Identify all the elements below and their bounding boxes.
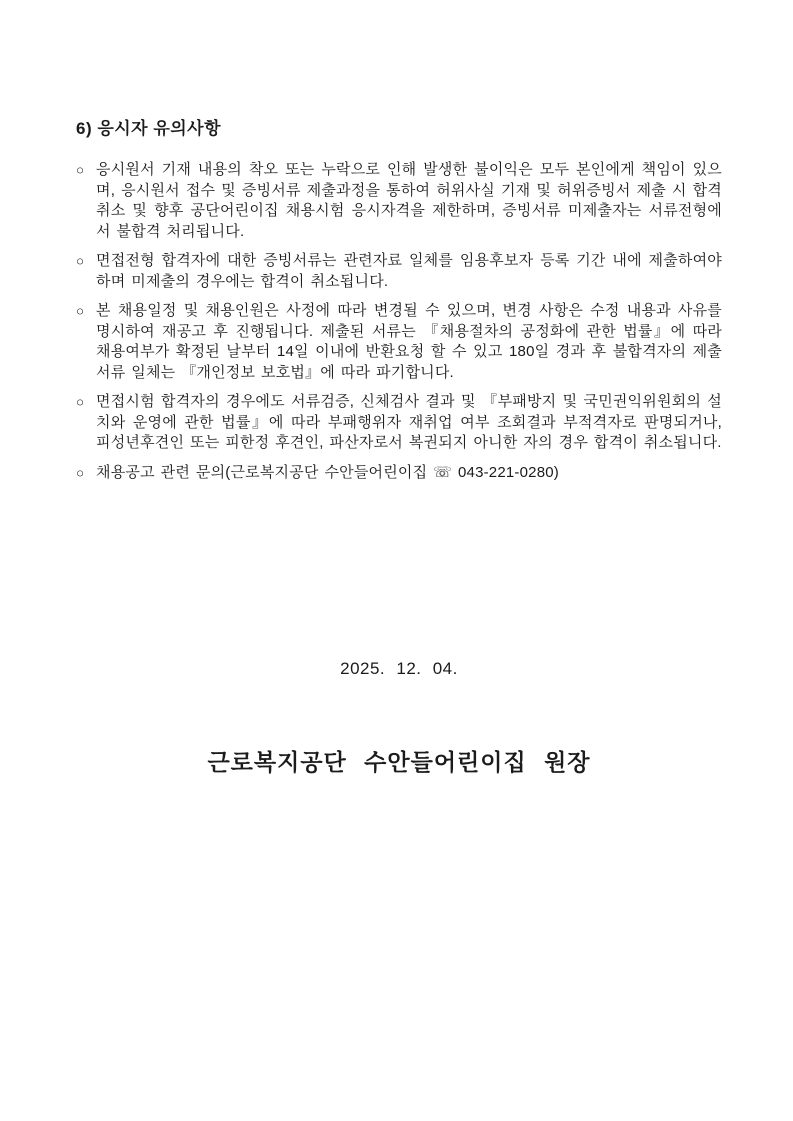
- notice-item-contact: [76, 463, 722, 484]
- notice-text: 응시원서 기재 내용의 착오 또는 누락으로 인해 발생한 불이익은 모두 본인에게 책임이 있으며, 응시원서 접수 및 증빙서류 제출과정을 통하여 허위사실 기재 및 허위증빙서 제출 시 합격취소 및 향후 공단어린이집 채용시험 응시자격을 제한하며, 증빙서류 미제출자는 서류전형에서 불합격 처리됩니다.: [96, 161, 722, 240]
- notice-item: [76, 392, 722, 454]
- notice-text-contact: 채용공고 관련 문의(근로복지공단 수안들어린이집 ☏ 043-221-0280): [96, 463, 559, 481]
- notice-text: 면접전형 합격자에 대한 증빙서류는 관련자료 일체를 임용후보자 등록 기간 내에 제출하여야 하며 미제출의 경우에는 합격이 취소됩니다.: [96, 252, 722, 290]
- notice-text: 본 채용일정 및 채용인원은 사정에 따라 변경될 수 있으며, 변경 사항은 수정 내용과 사유를 명시하여 재공고 후 진행됩니다. 제출된 서류는 『채용절차의 공정화에 관한 법률』에 따라 채용여부가 확정된 날부터 14일 이내에 반환요청 할 수 있고 180일 경과 후 불합격자의 제출서류 일체는 『개인정보 보호법』에 따라 파기합니다.: [96, 302, 722, 381]
- circle-bullet-icon: ○: [76, 303, 85, 319]
- circle-bullet-icon: ○: [76, 465, 85, 480]
- circle-bullet-icon: ○: [76, 394, 85, 410]
- notice-item: [76, 251, 722, 292]
- signature-line: 근로복지공단 수안들어린이집 원장: [207, 749, 591, 775]
- circle-bullet-icon: ○: [76, 162, 85, 178]
- circle-bullet-icon: ○: [76, 253, 85, 269]
- notice-item: [76, 301, 722, 383]
- notice-text: 면접시험 합격자의 경우에도 서류검증, 신체검사 결과 및 『부패방지 및 국민권익위원회의 설치와 운영에 관한 법률』에 따라 부패행위자 재취업 여부 조회결과 부적격자로 판명되거나, 피성년후견인 또는 피한정 후견인, 파산자로서 복권되지 아니한 자의 경우 합격이 취소됩니다.: [96, 393, 722, 451]
- section-heading: 6) 응시자 유의사항: [76, 119, 222, 138]
- document-date: 2025. 12. 04.: [340, 659, 458, 678]
- notice-item: [76, 160, 722, 242]
